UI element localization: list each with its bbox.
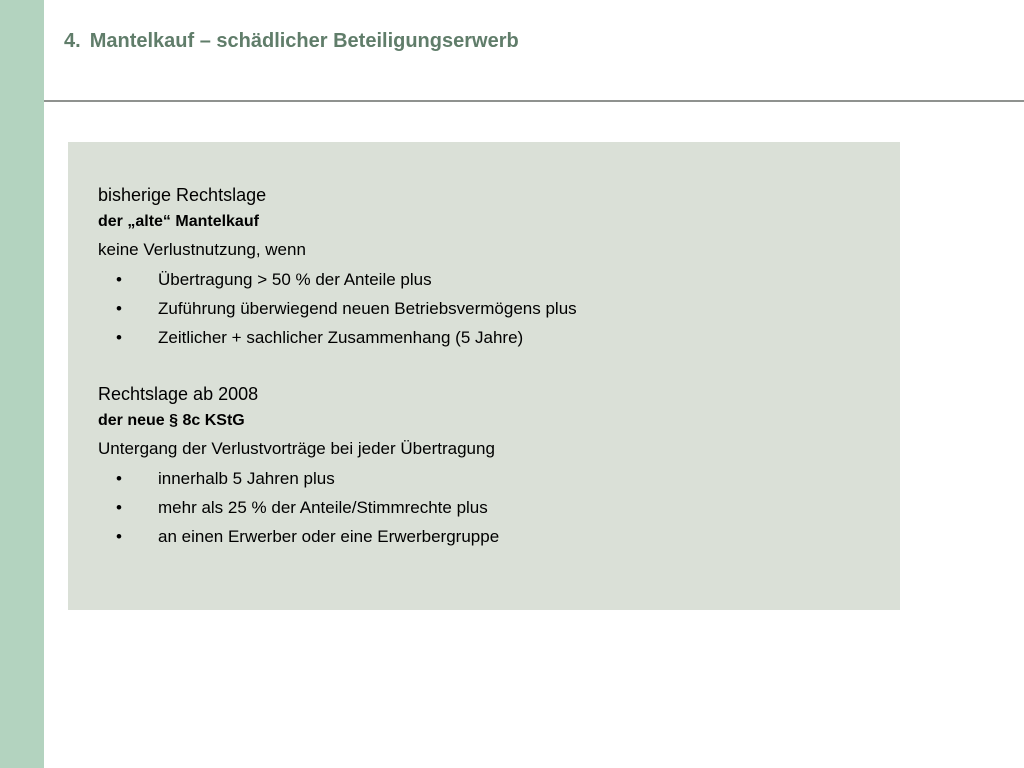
section-intro: keine Verlustnutzung, wenn <box>98 240 306 259</box>
section-heading: bisherige Rechtslage <box>98 185 267 205</box>
bullet-text: mehr als 25 % der Anteile/Stimmrechte plus <box>158 498 488 517</box>
bullet-item <box>98 294 900 323</box>
side-accent-bar <box>0 0 44 768</box>
bullet-item <box>98 522 900 551</box>
slide-title-text: Mantelkauf – schädlicher Beteiligungserwerb <box>89 30 519 52</box>
slide-title-number: 4. <box>64 30 81 52</box>
bullet-list <box>98 265 900 352</box>
title-divider <box>44 100 1024 102</box>
bullet-text: innerhalb 5 Jahren plus <box>158 469 335 488</box>
bullet-list <box>98 464 900 551</box>
bullet-marker: • <box>116 469 122 488</box>
bullet-marker: • <box>116 270 122 289</box>
bullet-item <box>98 464 900 493</box>
bullet-marker: • <box>116 527 122 546</box>
section-subheading: der neue § 8c KStG <box>98 412 245 429</box>
slide-title <box>64 30 519 53</box>
bullet-item <box>98 323 900 352</box>
section-intro: Untergang der Verlustvorträge bei jeder Übertragung <box>98 439 495 458</box>
section-subheading: der „alte“ Mantelkauf <box>98 213 259 230</box>
bullet-item <box>98 493 900 522</box>
bullet-item <box>98 265 900 294</box>
bullet-marker: • <box>116 328 122 347</box>
section-old-law <box>98 182 900 352</box>
bullet-text: Zuführung überwiegend neuen Betriebsvermögens plus <box>158 299 577 318</box>
bullet-text: Zeitlicher + sachlicher Zusammenhang (5 Jahre) <box>158 328 524 347</box>
section-new-law <box>98 381 900 551</box>
section-heading: Rechtslage ab 2008 <box>98 384 259 404</box>
content-box <box>68 142 900 610</box>
bullet-text: an einen Erwerber oder eine Erwerbergruppe <box>158 527 500 546</box>
bullet-marker: • <box>116 299 122 318</box>
bullet-marker: • <box>116 498 122 517</box>
bullet-text: Übertragung > 50 % der Anteile plus <box>158 270 432 289</box>
